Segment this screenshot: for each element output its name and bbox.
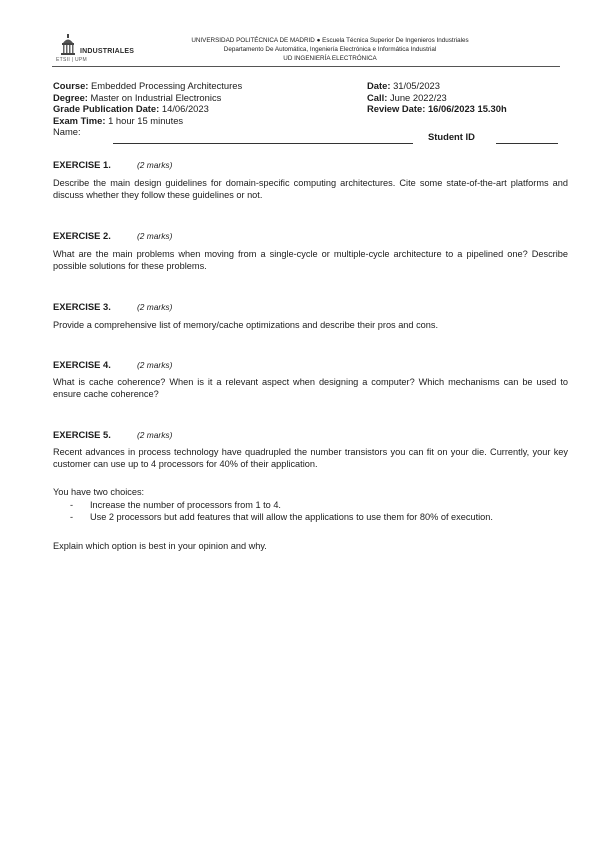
choice-item-2	[70, 511, 493, 523]
name-field-line[interactable]	[113, 143, 413, 144]
exercise-3-text: Provide a comprehensive list of memory/cache optimizations and describe their pros and cons.	[53, 320, 439, 330]
exam-time-value: 1 hour 15 minutes	[108, 114, 184, 126]
logo-text: INDUSTRIALES	[80, 48, 135, 55]
exercise-2-text: What are the main problems when moving from a single-cycle or multiple-cycle architecture to a pipelined one? Describe possible solutions for these problems.	[53, 249, 568, 272]
exercise-4-text: What is cache coherence? When is it a relevant aspect when designing a computer? Which mechanisms can be used to ensure cache coherence?	[53, 377, 568, 400]
building-logo-icon	[60, 34, 76, 56]
student-id-field-line[interactable]	[496, 143, 558, 144]
header-line-3: UD INGENIERÍA ELECTRÓNICA	[283, 55, 377, 62]
logo-subtext: ETSII | UPM	[56, 57, 87, 63]
university-logo	[42, 34, 162, 70]
exercise-1-title: EXERCISE 1.	[53, 159, 111, 170]
choice-item-1	[70, 499, 493, 511]
header-divider	[52, 66, 560, 67]
bullet-dash-icon: -	[70, 512, 74, 523]
exam-info-left	[53, 80, 242, 138]
name-label: Name:	[53, 126, 81, 137]
degree-label: Degree:	[53, 91, 88, 103]
call-value: June 2022/23	[389, 91, 447, 103]
course-label: Course:	[53, 80, 89, 91]
bullet-dash-icon: -	[70, 500, 74, 510]
header-line-2: Departamento De Automática, Ingeniería Electrónica e Informática Industrial	[223, 46, 437, 53]
exercise-4-marks: (2 marks)	[137, 360, 173, 370]
call-label: Call:	[367, 91, 388, 103]
grade-publication-label: Grade Publication Date:	[53, 103, 160, 114]
choice-text-1: Increase the number of processors from 1 to 4.	[90, 500, 281, 510]
degree-value: Master on Industrial Electronics	[90, 91, 222, 103]
date-label: Date:	[367, 80, 391, 91]
review-date-label: Review Date:	[367, 103, 426, 114]
exam-time-label: Exam Time:	[53, 114, 106, 126]
header-line-1: UNIVERSIDAD POLITÉCNICA DE MADRID ● Escuela Técnica Superior De Ingenieros Industriales	[191, 37, 469, 44]
choices-intro: You have two choices:	[53, 487, 145, 497]
exercise-2-title: EXERCISE 2.	[53, 230, 111, 241]
exercise-1-marks: (2 marks)	[137, 160, 173, 170]
exercise-5-marks: (2 marks)	[137, 430, 173, 440]
choice-text-2: Use 2 processors but add features that will allow the applications to use them for 80% of execution.	[90, 512, 493, 523]
institution-header	[160, 36, 500, 63]
course-value: Embedded Processing Architectures	[91, 80, 243, 91]
exam-info-right	[367, 80, 507, 115]
closing-instruction: Explain which option is best in your opinion and why.	[53, 541, 267, 551]
exercise-1-text: Describe the main design guidelines for domain-specific computing architectures. Cite some state-of-the-art platforms and discuss whether they follow these guidelines or not.	[53, 178, 568, 201]
exercise-5-title: EXERCISE 5.	[53, 429, 111, 440]
grade-publication-value: 14/06/2023	[161, 103, 209, 114]
exercise-5-text: Recent advances in process technology have quadrupled the number transistors you can fit on your die. Currently, your key customer can use up to 4 processors for 40% of their application.	[53, 447, 568, 470]
exercise-4-title: EXERCISE 4.	[53, 359, 111, 370]
exercise-3-marks: (2 marks)	[137, 302, 173, 312]
student-id-label: Student ID	[428, 131, 475, 142]
exercise-3-title: EXERCISE 3.	[53, 301, 111, 312]
exercise-2-marks: (2 marks)	[137, 231, 173, 241]
review-date-value: 16/06/2023 15.30h	[427, 103, 507, 114]
choice-list	[70, 499, 493, 523]
date-value: 31/05/2023	[393, 80, 440, 91]
